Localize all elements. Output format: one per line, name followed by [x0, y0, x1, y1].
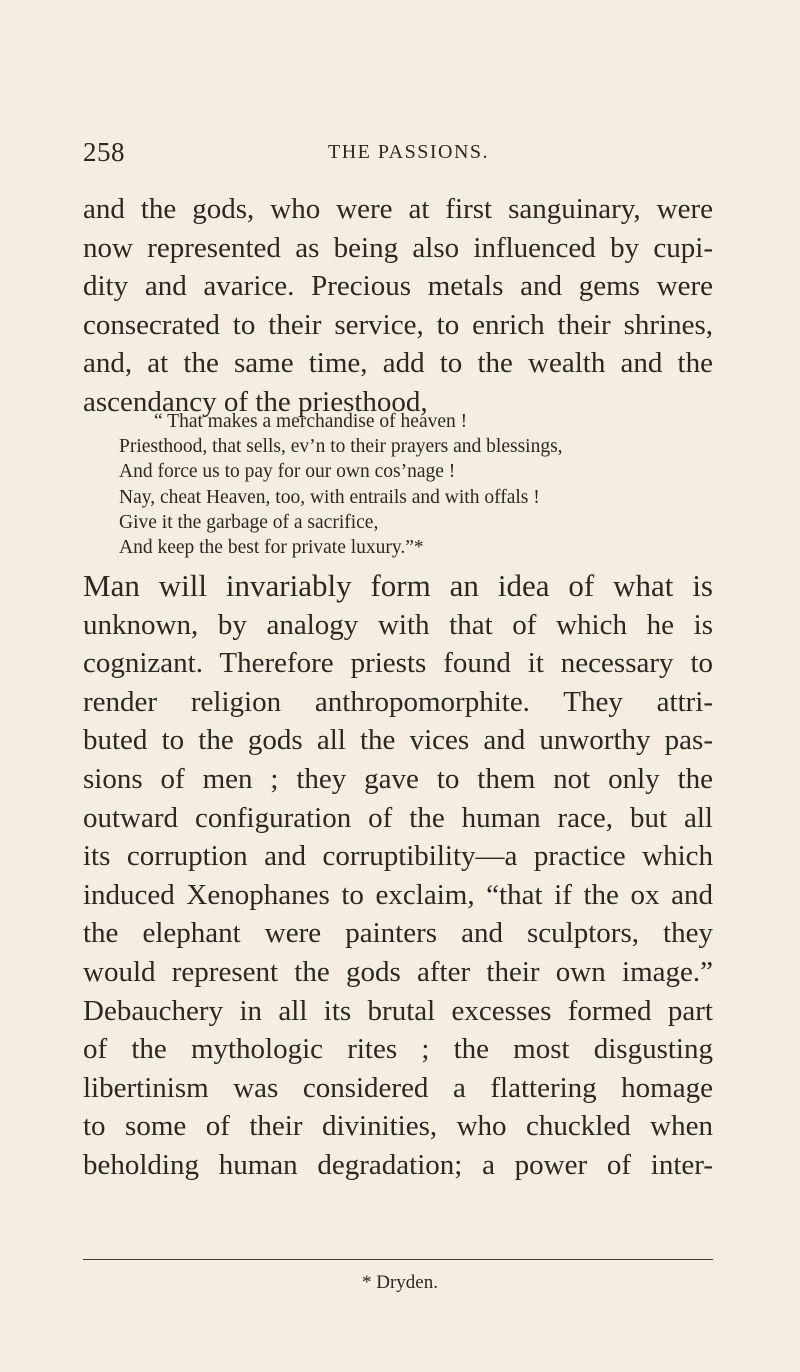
- page-header: [83, 137, 713, 177]
- text-line: the elephant were painters and sculptors, they: [83, 917, 713, 950]
- footnote-divider: [83, 1259, 713, 1260]
- quote-line: “ That makes a merchandise of heaven !: [154, 411, 468, 432]
- text-line: ascendancy of the priesthood,: [83, 385, 428, 418]
- text-line: dity and avarice. Precious metals and gems were: [83, 270, 713, 303]
- footnote: * Dryden.: [362, 1272, 438, 1293]
- text-line: render religion anthropomorphite. They attri-: [83, 685, 713, 718]
- text-line: and, at the same time, add to the wealth and the: [83, 347, 713, 380]
- text-line: to some of their divinities, who chuckled when: [83, 1110, 713, 1143]
- text-line: of the mythologic rites ; the most disgusting: [83, 1033, 713, 1066]
- text-line: sions of men ; they gave to them not only the: [83, 762, 713, 795]
- quote-line: And keep the best for private luxury.”*: [119, 537, 424, 559]
- text-line: now represented as being also influenced by cupi-: [83, 231, 713, 264]
- text-line: Debauchery in all its brutal excesses formed part: [83, 994, 713, 1027]
- text-line: and the gods, who were at first sanguinary, were: [83, 193, 713, 225]
- text-line: induced Xenophanes to exclaim, “that if the ox and: [83, 878, 713, 911]
- verse-quote: [119, 409, 699, 560]
- text-line: buted to the gods all the vices and unworthy pas-: [83, 724, 713, 757]
- text-line: beholding human degradation; a power of inter-: [83, 1148, 713, 1181]
- text-line: cognizant. Therefore priests found it necessary to: [83, 647, 713, 680]
- text-line: consecrated to their service, to enrich their shrines,: [83, 308, 713, 341]
- text-line: libertinism was considered a flattering homage: [83, 1071, 713, 1104]
- quote-line: Give it the garbage of a sacrifice,: [119, 511, 379, 533]
- paragraph-2: [83, 567, 713, 1185]
- text-line: would represent the gods after their own image.”: [83, 955, 713, 988]
- paragraph-1: [83, 190, 713, 422]
- running-title: THE PASSIONS.: [328, 141, 490, 163]
- text-line: Man will invariably form an idea of what is: [83, 568, 713, 603]
- text-line: its corruption and corruptibility—a practice which: [83, 840, 713, 873]
- quote-line: Nay, cheat Heaven, too, with entrails and with offals !: [119, 486, 540, 508]
- text-line: unknown, by analogy with that of which he is: [83, 608, 713, 641]
- text-line: outward configuration of the human race, but all: [83, 801, 713, 834]
- quote-line: And force us to pay for our own cos’nage !: [119, 461, 456, 483]
- page-number: 258: [83, 137, 125, 167]
- quote-line: Priesthood, that sells, ev’n to their prayers and blessings,: [119, 436, 563, 458]
